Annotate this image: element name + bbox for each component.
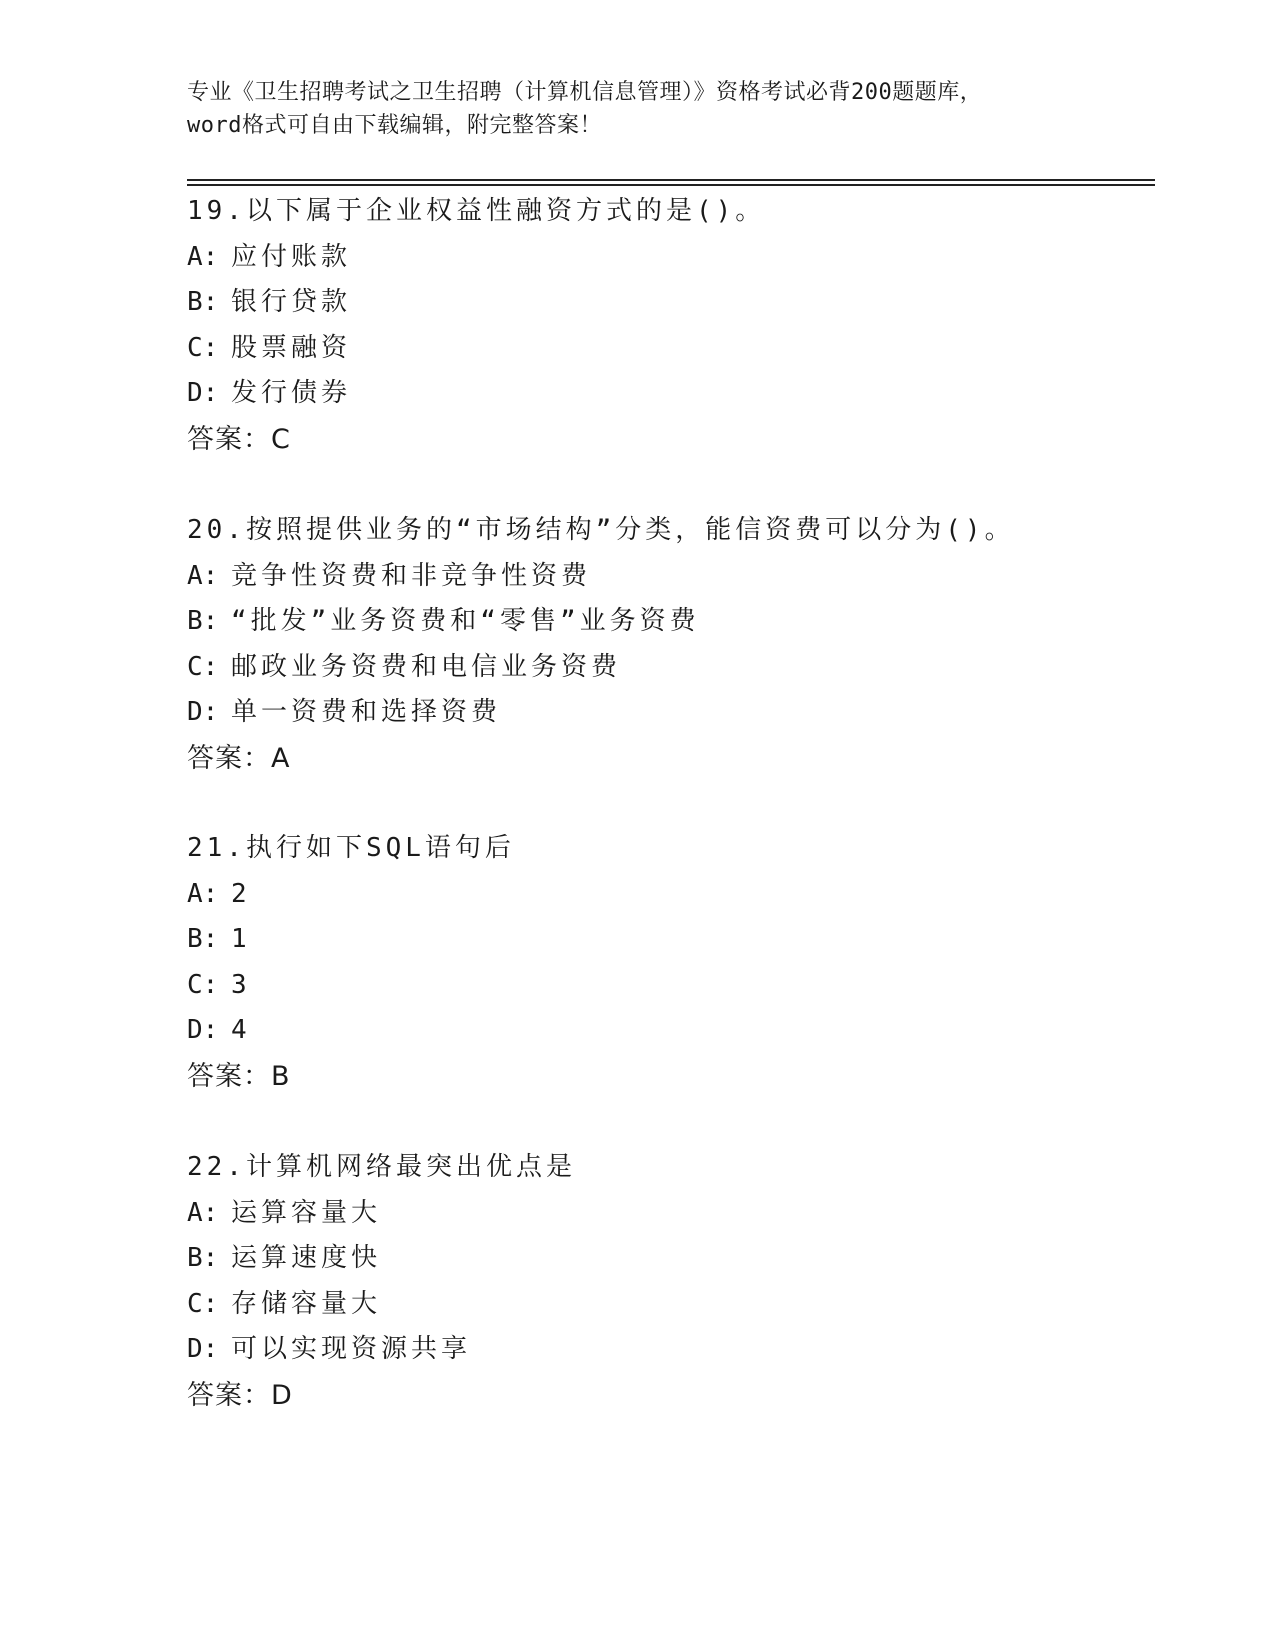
option-text: 发行债券 [231, 378, 352, 408]
option-c [187, 963, 1147, 1009]
option-a [187, 872, 1147, 918]
option-letter: A: [187, 560, 219, 591]
question-21 [187, 826, 1147, 1099]
question-stem: 19.以下属于企业权益性融资方式的是()。 [187, 196, 766, 226]
option-text: 4 [231, 1015, 251, 1045]
option-letter: A: [187, 878, 219, 909]
option-letter: A: [187, 1197, 219, 1228]
option-text: 可以实现资源共享 [231, 1334, 472, 1364]
option-letter: B: [187, 924, 219, 954]
option-text: 2 [231, 878, 251, 909]
option-letter: A: [187, 241, 219, 272]
option-d [187, 690, 1147, 736]
option-b [187, 599, 1147, 645]
option-b [187, 1236, 1147, 1282]
option-letter: B: [187, 1243, 219, 1273]
option-letter: D: [187, 1015, 219, 1045]
option-letter: C: [187, 332, 219, 363]
option-letter: B: [187, 606, 219, 636]
option-letter: C: [187, 651, 219, 682]
answer-line: 答案：B [187, 1060, 291, 1092]
option-text: 运算容量大 [231, 1197, 382, 1228]
question-stem: 22.计算机网络最突出优点是 [187, 1152, 576, 1182]
question-stem: 20.按照提供业务的“市场结构”分类，能信资费可以分为()。 [187, 515, 1015, 545]
document-header [187, 76, 1087, 142]
option-b [187, 280, 1147, 326]
header-divider-bottom [187, 184, 1155, 186]
option-text: 邮政业务资费和电信业务资费 [231, 651, 622, 682]
option-letter: D: [187, 1334, 219, 1364]
option-b [187, 917, 1147, 963]
option-text: “批发”业务资费和“零售”业务资费 [231, 606, 700, 636]
option-d [187, 371, 1147, 417]
option-letter: B: [187, 287, 219, 317]
option-text: 股票融资 [231, 332, 352, 363]
option-text: 存储容量大 [231, 1288, 382, 1319]
question-19 [187, 189, 1147, 462]
option-c [187, 326, 1147, 372]
option-text: 单一资费和选择资费 [231, 697, 502, 727]
option-letter: C: [187, 969, 219, 1000]
answer-line: 答案：C [187, 423, 291, 455]
option-text: 运算速度快 [231, 1243, 382, 1273]
header-line-2: word格式可自由下载编辑，附完整答案！ [187, 113, 602, 138]
option-letter: D: [187, 378, 219, 408]
option-c [187, 645, 1147, 691]
option-text: 1 [231, 924, 251, 954]
option-c [187, 1282, 1147, 1328]
option-d [187, 1008, 1147, 1054]
option-text: 银行贷款 [231, 287, 352, 317]
answer-line: 答案：D [187, 1379, 293, 1411]
option-a [187, 554, 1147, 600]
answer-line: 答案：A [187, 742, 291, 774]
question-stem: 21.执行如下SQL语句后 [187, 833, 515, 863]
option-text: 竞争性资费和非竞争性资费 [231, 560, 592, 591]
option-a [187, 235, 1147, 281]
question-20 [187, 508, 1147, 781]
option-d [187, 1327, 1147, 1373]
option-letter: D: [187, 697, 219, 727]
option-a [187, 1191, 1147, 1237]
header-line-1: 专业《卫生招聘考试之卫生招聘（计算机信息管理）》资格考试必背200题题库， [187, 80, 983, 105]
option-letter: C: [187, 1288, 219, 1319]
option-text: 应付账款 [231, 241, 352, 272]
question-22 [187, 1145, 1147, 1418]
option-text: 3 [231, 969, 251, 1000]
header-divider-top [187, 179, 1155, 181]
